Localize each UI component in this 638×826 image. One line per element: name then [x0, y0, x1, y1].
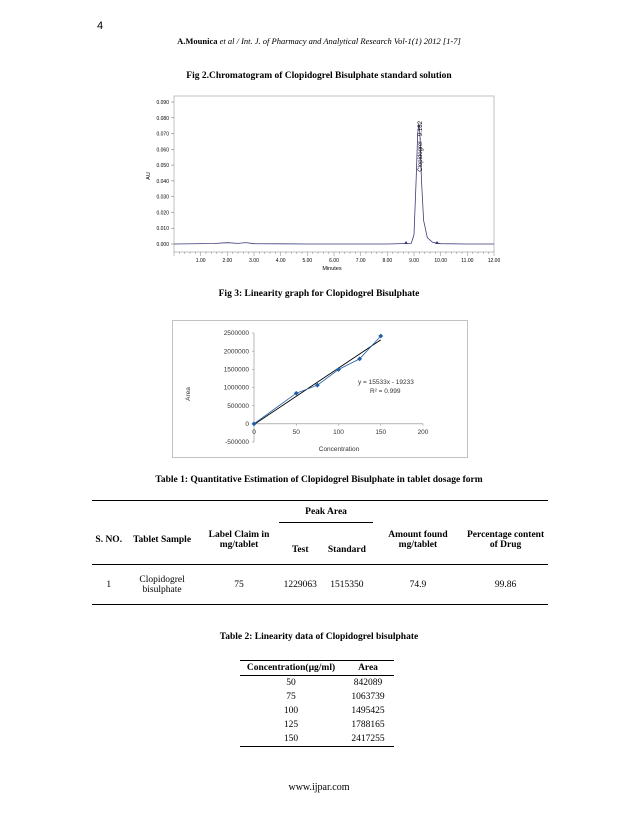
chromatogram-y-ticks [156, 100, 174, 248]
table2-header-conc: Concentration(µg/ml) [240, 661, 342, 676]
fig2-caption: Fig 2.Chromatogram of Clopidogrel Bisulphate standard solution [186, 71, 452, 81]
y-tick-label: 1000000 [223, 384, 249, 392]
table1-cell-found: 74.9 [373, 565, 463, 605]
table1-cell-percent: 99.86 [463, 565, 548, 605]
x-tick-label: 11.00 [461, 258, 474, 264]
linearity-y-label: Area [185, 387, 192, 401]
x-tick-label: 50 [292, 428, 300, 436]
y-tick-label: 0.000 [156, 242, 169, 248]
chromatogram-peak-label: Clopidogrel - 9.182 [417, 121, 424, 172]
table1-header-peak: Peak Area [279, 501, 372, 523]
running-header [0, 36, 638, 46]
table-row [92, 565, 548, 605]
x-tick-label: 100 [333, 428, 344, 436]
linearity-x-label: Concentration [318, 446, 360, 453]
y-tick-label: 2500000 [223, 330, 249, 338]
table1-header-test: Test [291, 544, 309, 555]
page-footer: www.ijpar.com [288, 782, 350, 793]
y-tick-label: 0.030 [156, 194, 169, 201]
x-tick-label: 1.00 [195, 258, 206, 264]
header-journal: et al / Int. J. of Pharmacy and Analytical Research Vol-1(1) 2012 [1-7] [217, 36, 461, 46]
table2-caption: Table 2: Linearity data of Clopidogrel bisulphate [219, 632, 419, 642]
table-row [240, 676, 394, 691]
y-tick-label: 2000000 [223, 348, 249, 356]
table2-cell-area: 2417255 [342, 732, 394, 747]
linearity-chart [172, 320, 468, 458]
table2-cell-area: 1063739 [351, 692, 385, 702]
fig3-caption: Fig 3: Linearity graph for Clopidogrel Bisulphate [218, 289, 420, 299]
table1-header-percent: Percentage content of Drug [463, 501, 548, 565]
page-number: 4 [97, 20, 104, 32]
y-tick-label: 0.020 [156, 210, 169, 217]
header-author: A.Mounica [177, 36, 218, 46]
table1-header-found: Amount found mg/tablet [373, 501, 463, 565]
y-tick-label: 0.070 [156, 131, 169, 138]
chromatogram-trace [174, 124, 494, 244]
table-row [240, 690, 394, 704]
x-tick-label: 200 [417, 428, 429, 436]
y-tick-label: 0.010 [156, 226, 169, 233]
y-tick-label: 0.060 [156, 147, 169, 154]
table1-cell-sno: 1 [92, 565, 125, 605]
table2-cell-conc: 100 [283, 706, 299, 716]
table1-caption: Table 1: Quantitative Estimation of Clopidogrel Bisulphate in tablet dosage form [155, 475, 483, 485]
x-tick-label: 6.00 [329, 258, 339, 264]
linearity-equation: y = 15533x - 19233 [358, 379, 414, 386]
chromatogram-x-label: Minutes [322, 266, 342, 272]
table2-cell-area: 1495425 [351, 706, 385, 716]
table2-cell-conc: 50 [286, 678, 296, 688]
table2-cell-conc: 150 [240, 732, 342, 747]
x-tick-label: 9.00 [409, 258, 419, 264]
x-tick-label: 0 [252, 428, 256, 436]
table1-header-sample: Tablet Sample [125, 501, 198, 565]
table1-header-label: Label Claim in mg/tablet [199, 501, 280, 565]
x-tick-label: 3.00 [249, 258, 259, 264]
table1-cell-sample: Clopidogrel bisulphate [125, 565, 198, 605]
table2-header-area: Area [342, 661, 394, 676]
y-tick-label: 500000 [227, 402, 249, 410]
y-tick-label: 0.050 [156, 163, 169, 170]
table2-cell-area: 1788165 [351, 720, 385, 730]
chromatogram-frame [174, 96, 494, 252]
table1-cell-label: 75 [199, 565, 280, 605]
chromatogram-x-ticks [174, 252, 500, 264]
table1-header-standard: Standard [327, 544, 366, 555]
table1 [92, 500, 548, 605]
linearity-frame [173, 321, 468, 458]
x-tick-label: 2.00 [222, 258, 233, 264]
x-tick-label: 4.00 [275, 258, 286, 264]
y-tick-label: -500000 [225, 439, 249, 447]
table1-cell-standard: 1515350 [321, 565, 373, 605]
y-tick-label: 0 [245, 421, 249, 429]
chromatogram-y-label: AU [146, 172, 152, 180]
x-tick-label: 8.00 [382, 258, 393, 264]
x-tick-label: 7.00 [355, 258, 366, 264]
y-tick-label: 0.080 [156, 115, 169, 122]
table2-cell-area: 842089 [353, 678, 383, 688]
y-tick-label: 0.090 [156, 100, 169, 106]
table2-cell-conc: 125 [283, 720, 299, 730]
x-tick-label: 12.00 [487, 258, 500, 264]
x-tick-label: 150 [375, 428, 387, 436]
table1-cell-test: 1229063 [279, 565, 321, 605]
x-tick-label: 10.00 [434, 258, 447, 264]
y-tick-label: 0.040 [156, 178, 169, 185]
table2 [240, 660, 394, 747]
x-tick-label: 5.00 [302, 258, 313, 264]
table-row [240, 718, 394, 732]
chromatogram-chart [140, 92, 500, 274]
table2-cell-conc: 75 [286, 692, 296, 702]
table-row [240, 732, 394, 747]
table1-header-sno: S. NO. [92, 501, 125, 565]
table-row [240, 704, 394, 718]
linearity-r-squared: R² = 0.999 [370, 388, 401, 395]
y-tick-label: 1500000 [223, 366, 249, 374]
